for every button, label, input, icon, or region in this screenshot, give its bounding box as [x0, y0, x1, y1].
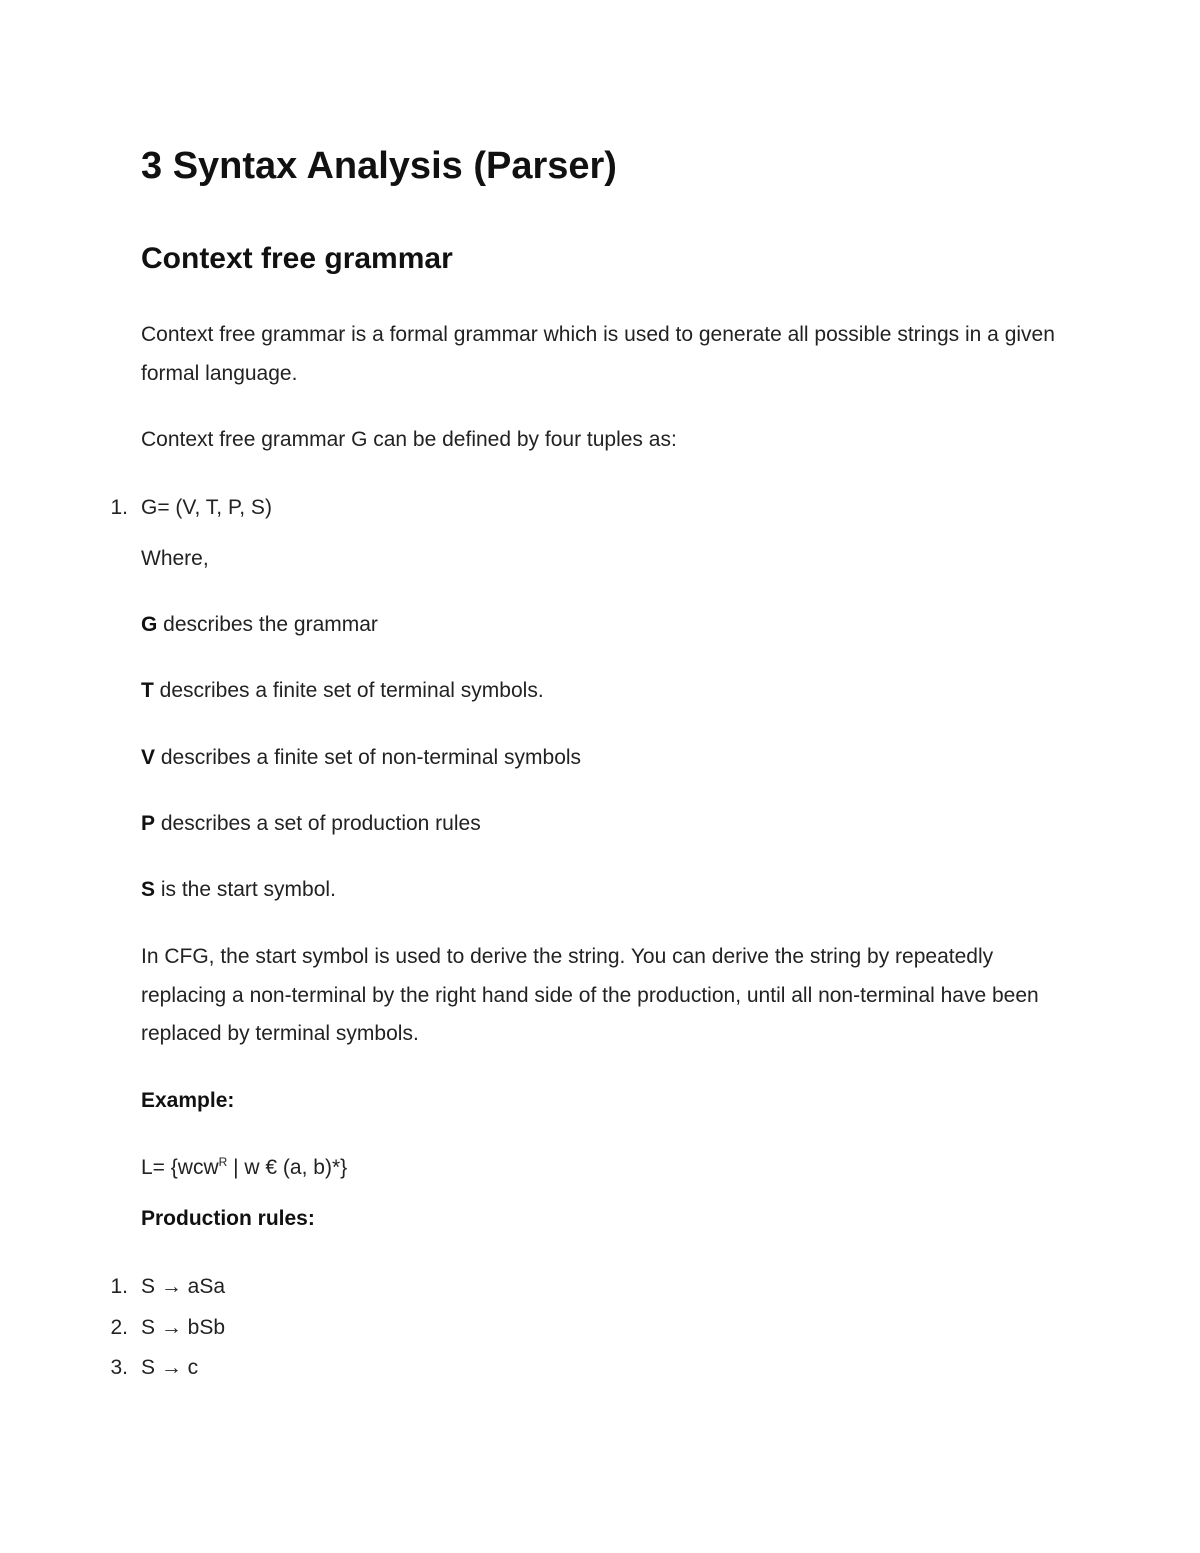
definition-v: [141, 739, 581, 777]
definition-text: describes the grammar: [157, 613, 378, 636]
production-rule-number: 1.: [110, 1275, 128, 1298]
where-label: Where,: [141, 547, 209, 570]
definition-text: is the start symbol.: [155, 878, 336, 901]
document-title: 3 Syntax Analysis (Parser): [141, 145, 617, 187]
tuple-list-item: G= (V, T, P, S): [141, 496, 272, 519]
production-rule-number: 3.: [110, 1356, 128, 1379]
definition-term: V: [141, 746, 156, 769]
language-suffix: | w € (a, b)*}: [227, 1156, 348, 1179]
language-superscript: R: [218, 1155, 228, 1169]
definition-s: [141, 871, 336, 909]
production-rule-number: 2.: [110, 1316, 128, 1339]
definition-t: [141, 672, 544, 710]
definition-term: P: [141, 812, 156, 835]
intro-paragraph: Context free grammar is a formal grammar which is used to generate all possible strings in a given formal language.: [141, 323, 1055, 385]
example-label: Example:: [141, 1089, 235, 1112]
definition-term: S: [141, 878, 156, 901]
definition-text: describes a set of production rules: [155, 812, 481, 835]
production-rule: S → aSa: [141, 1275, 226, 1298]
definition-term: G: [141, 613, 158, 636]
language-definition: [141, 1149, 347, 1187]
definition-text: describes a finite set of non-terminal symbols: [155, 746, 582, 769]
definition-text: describes a finite set of terminal symbols.: [153, 679, 544, 702]
tuple-list-number: 1.: [110, 496, 128, 519]
cfg-paragraph: In CFG, the start symbol is used to derive the string. You can derive the string by repeatedly replacing a non-terminal by the right hand side of the production, until all non-terminal have been replaced by terminal symbols.: [141, 945, 1039, 1045]
production-rule: S → c: [141, 1356, 199, 1379]
definition-term: T: [141, 679, 154, 702]
production-rule: S → bSb: [141, 1316, 226, 1339]
production-rules-label: Production rules:: [141, 1207, 315, 1230]
definition-g: [141, 606, 378, 644]
section-heading: Context free grammar: [141, 242, 453, 275]
tuples-intro: Context free grammar G can be defined by four tuples as:: [141, 428, 677, 451]
language-prefix: L= {wcw: [141, 1156, 219, 1179]
definition-p: [141, 805, 481, 843]
